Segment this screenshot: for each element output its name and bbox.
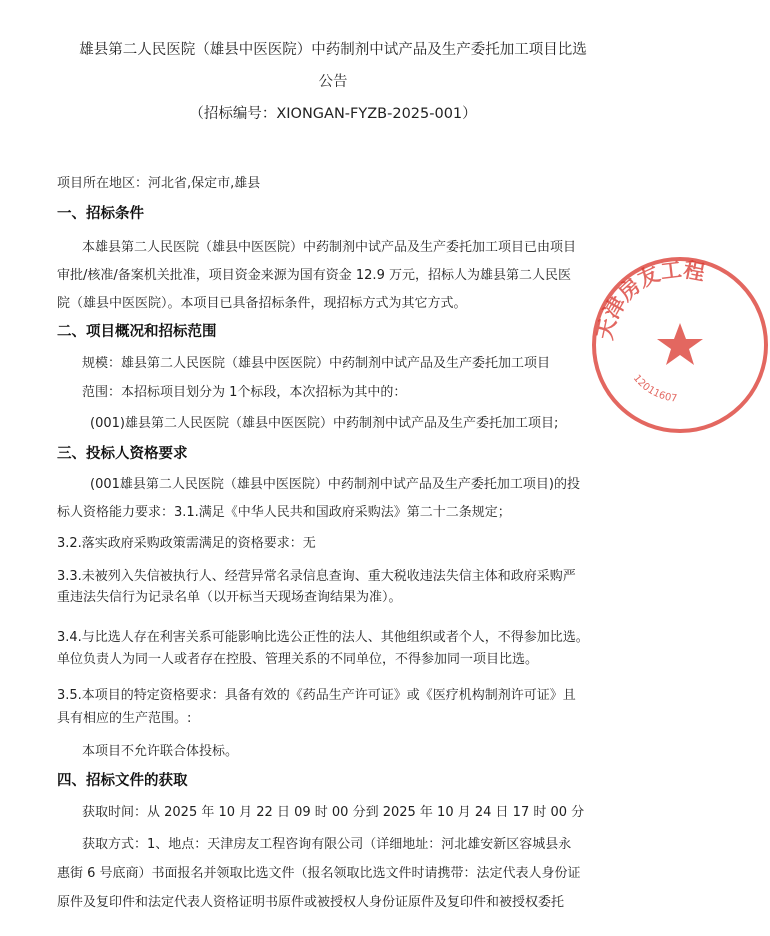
acquisition-method-cont: 惠街 6 号底商）书面报名并领取比选文件（报名领取比选文件时请携带：法定代表人身份证: [57, 866, 581, 881]
project-scope: 范围：本招标项目划分为 1个标段，本次招标为其中的：: [82, 385, 407, 400]
acquisition-time: 获取时间：从 2025 年 10 月 22 日 09 时 00 分到 2025 年 10 月 24 日 17 时 00 分: [82, 805, 585, 820]
seal-star-icon: [657, 323, 703, 365]
requirement-3-4-cont: 单位负责人为同一人或者存在控股、管理关系的不同单位，不得参加同一项目比选。: [57, 652, 539, 667]
section-1-para-line: 院（雄县中医医院）。本项目已具备招标条件，现招标方式为其它方式。: [57, 296, 467, 311]
document-title-line-2: 公告: [318, 74, 348, 90]
section-1-para-line: 本雄县第二人民医院（雄县中医医院）中药制剂中试产品及生产委托加工项目已由项目: [82, 240, 577, 255]
document-title-line-1: 雄县第二人民医院（雄县中医医院）中药制剂中试产品及生产委托加工项目比选: [79, 42, 587, 58]
section-3-para-line: 标人资格能力要求：3.1.满足《中华人民共和国政府采购法》第二十二条规定；: [57, 505, 511, 520]
seal-number: 12011607: [630, 372, 678, 405]
project-location: 项目所在地区：河北省,保定市,雄县: [57, 176, 261, 191]
project-scale: 规模：雄县第二人民医院（雄县中医医院）中药制剂中试产品及生产委托加工项目: [82, 356, 551, 371]
section-1-heading: 一、招标条件: [57, 206, 144, 222]
requirement-3-3: 3.3.未被列入失信被执行人、经营异常名录信息查询、重大税收违法失信主体和政府采购严: [57, 569, 576, 584]
section-2-heading: 二、项目概况和招标范围: [57, 324, 217, 340]
official-seal: [590, 255, 770, 435]
section-1-para-line: 审批/核准/备案机关批准，项目资金来源为国有资金 12.9 万元，招标人为雄县第二人民医: [57, 268, 571, 283]
lot-item: (001)雄县第二人民医院（雄县中医医院）中药制剂中试产品及生产委托加工项目;: [90, 416, 559, 431]
section-3-heading: 三、投标人资格要求: [57, 446, 188, 462]
section-3-para-line: (001雄县第二人民医院（雄县中医医院）中药制剂中试产品及生产委托加工项目)的投: [90, 477, 580, 492]
seal-text: 天津房友工程: [592, 257, 707, 342]
requirement-3-4: 3.4.与比选人存在利害关系可能影响比选公正性的法人、其他组织或者个人，不得参加比选。: [57, 630, 589, 645]
requirement-3-3-cont: 重违法失信行为记录名单（以开标当天现场查询结果为准）。: [57, 590, 402, 605]
acquisition-method: 获取方式：1、地点：天津房友工程咨询有限公司（详细地址：河北雄安新区容城县永: [82, 837, 572, 852]
acquisition-method-cont: 原件及复印件和法定代表人资格证明书原件或被授权人身份证原件及复印件和被授权委托: [57, 895, 565, 910]
requirement-3-5: 3.5.本项目的特定资格要求：具备有效的《药品生产许可证》或《医疗机构制剂许可证》且: [57, 688, 576, 703]
requirement-3-5-cont: 具有相应的生产范围。:: [57, 711, 192, 726]
section-4-heading: 四、招标文件的获取: [57, 773, 188, 789]
tender-code: （招标编号：XIONGAN-FYZB-2025-001）: [189, 106, 477, 122]
requirement-3-2: 3.2.落实政府采购政策需满足的资格要求：无: [57, 536, 316, 551]
consortium-note: 本项目不允许联合体投标。: [82, 744, 239, 759]
